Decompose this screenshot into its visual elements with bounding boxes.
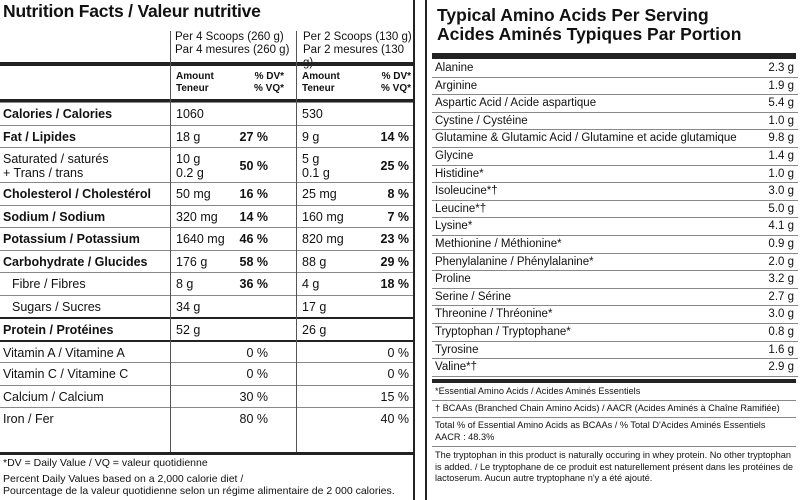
dv-en: % DV* <box>381 71 412 82</box>
nutrient-label-line: Iron / Fer <box>3 412 54 426</box>
amino-quantity: 3.0 g <box>768 308 794 321</box>
amino-quantity: 1.0 g <box>768 114 794 127</box>
col2-header-en: Per 2 Scoops (130 g) <box>303 31 412 43</box>
amount-value: 4 g <box>302 277 320 291</box>
nutrient-label-line: Fibre / Fibres <box>12 277 86 291</box>
dv-col1: 14 % <box>239 209 268 224</box>
note-total-2: AACR : 48.3% <box>435 432 495 442</box>
amount-value: 5 g <box>302 152 320 166</box>
amount-value: 530 <box>302 107 323 121</box>
amino-row <box>432 166 798 184</box>
amino-name: Aspartic Acid / Acide aspartique <box>435 97 597 110</box>
amino-acids-panel <box>425 0 800 500</box>
dv-fr: % VQ* <box>254 83 285 94</box>
dv-col2: 0 % <box>387 345 409 360</box>
nutrient-label <box>12 300 101 314</box>
amount-value: 17 g <box>302 299 327 314</box>
amount-value: 0.1 g <box>302 166 330 180</box>
dv-col2: 29 % <box>380 254 409 269</box>
amino-row <box>432 271 798 289</box>
amino-quantity: 2.0 g <box>768 255 794 268</box>
nutrition-title: Nutrition Facts / Valeur nutritive <box>3 1 261 21</box>
dv-col1: 0 % <box>246 367 268 381</box>
nutrient-row <box>0 125 413 148</box>
col-divider-1 <box>170 31 171 454</box>
nutrient-label-line: Vitamin C / Vitamine C <box>3 367 129 381</box>
nutrient-row <box>0 407 413 430</box>
col2-header-fr: Par 2 mesures (130 <box>303 44 404 56</box>
amount-value: 160 mg <box>302 209 344 224</box>
amino-name: Alanine <box>435 62 474 74</box>
note-sep-2 <box>432 417 796 418</box>
amino-quantity: 2.9 g <box>768 361 794 374</box>
amount-col1 <box>176 255 207 269</box>
amino-quantity: 2.3 g <box>768 62 794 74</box>
amount-value: 50 mg <box>176 187 211 201</box>
amino-name: Arginine <box>435 79 478 92</box>
dv-col1: 30 % <box>239 389 268 404</box>
dv-col2: 0 % <box>387 367 409 381</box>
amount-value: 18 g <box>176 129 201 144</box>
nutrient-row <box>0 362 413 385</box>
nutrient-row <box>0 205 413 228</box>
nutrient-label <box>3 346 125 360</box>
dv-col2: 7 % <box>387 209 409 224</box>
amount-col2 <box>302 323 326 337</box>
dv-col1: 46 % <box>239 232 268 246</box>
amount-value: 88 g <box>302 254 327 269</box>
amount-value: 10 g <box>176 152 201 166</box>
amino-name: Glutamine & Glutamic Acid / Glutamine et acide glutamique <box>435 132 737 145</box>
amount-en: Amount <box>176 71 214 82</box>
dv-col2: 8 % <box>387 187 409 201</box>
nutrient-label-line: Sugars / Sucres <box>12 299 101 314</box>
dv-en: % DV* <box>254 71 285 82</box>
amino-row <box>432 130 798 148</box>
amino-quantity: 0.8 g <box>768 326 794 338</box>
amount-value: 26 g <box>302 323 327 337</box>
amino-title-en: Typical Amino Acids Per Serving <box>437 5 709 25</box>
amino-name: Threonine / Thréonine* <box>435 308 553 321</box>
amino-quantity: 3.2 g <box>768 273 794 286</box>
nutrient-row <box>0 147 413 182</box>
amino-name: Tyrosine <box>435 343 479 356</box>
amino-row <box>432 60 798 78</box>
amino-quantity: 1.4 g <box>768 150 794 162</box>
amount-value: 1060 <box>176 107 204 121</box>
note-total-1: Total % of Essential Amino Acids as BCAAs / % Total D'Acides Aminés Essentiels <box>435 420 766 430</box>
nutrient-row <box>0 250 413 273</box>
nutrient-label-line: Cholesterol / Cholestérol <box>3 187 151 201</box>
col2-amount-heading <box>302 71 340 95</box>
header-rule <box>0 62 413 66</box>
amount-value: 0.2 g <box>176 166 204 180</box>
amino-row <box>432 78 798 96</box>
nutrient-label <box>3 107 112 121</box>
amount-col1 <box>176 187 211 201</box>
amino-title <box>437 6 741 44</box>
amino-quantity: 1.6 g <box>768 343 794 356</box>
amount-fr: Teneur <box>302 83 335 94</box>
note-bcaa: † BCAAs (Branched Chain Amino Acids) / AACR (Acides Aminés à Chaîne Ramifiée) <box>435 403 780 413</box>
nutrient-label <box>3 152 109 180</box>
amino-row <box>432 236 798 254</box>
amino-row <box>432 95 798 113</box>
col2-dv-heading <box>381 71 411 95</box>
nutrient-label <box>3 412 54 426</box>
footnote-pct-en: Percent Daily Values based on a 2,000 calorie diet / <box>3 473 244 485</box>
dv-col1: 58 % <box>239 254 268 269</box>
amino-quantity: 4.1 g <box>768 220 794 233</box>
nutrient-row <box>0 102 413 125</box>
amino-name: Cystine / Cystéine <box>435 114 528 127</box>
amount-col1 <box>176 300 200 314</box>
note-sep-1 <box>432 400 796 401</box>
amino-quantity: 1.0 g <box>768 167 794 180</box>
dv-col2: 14 % <box>380 129 409 144</box>
col1-amount-heading <box>176 71 214 95</box>
amount-col2 <box>302 255 326 269</box>
nutrient-label <box>3 367 128 381</box>
nutrient-label-line: + Trans / trans <box>3 166 84 180</box>
col1-header-fr: Par 4 mesures (260 g) <box>175 44 290 56</box>
amino-row <box>432 306 798 324</box>
amount-en: Amount <box>302 71 340 82</box>
amino-quantity: 2.7 g <box>768 290 794 303</box>
amount-col2 <box>302 187 337 201</box>
nutrient-label-line: Vitamin A / Vitamine A <box>3 345 125 360</box>
amino-row <box>432 218 798 236</box>
amino-name: Serine / Sérine <box>435 290 512 303</box>
nutrient-label <box>3 130 76 144</box>
nutrient-label-line: Calcium / Calcium <box>3 389 104 404</box>
nutrient-row <box>0 340 413 363</box>
nutrient-label-line: Potassium / Potassium <box>3 232 140 246</box>
amount-fr: Teneur <box>176 83 209 94</box>
nutrient-label <box>3 232 140 246</box>
dv-col2: 15 % <box>380 389 409 404</box>
nutrient-row <box>0 317 413 340</box>
nutrient-label-line: Calories / Calories <box>3 107 113 121</box>
nutrient-label <box>3 187 151 201</box>
dv-fr: % VQ* <box>381 83 412 94</box>
amino-bottom-rule <box>432 379 796 383</box>
nutrient-row <box>0 385 413 408</box>
amino-row <box>432 324 798 342</box>
nutrient-row <box>0 182 413 205</box>
amino-row <box>432 201 798 219</box>
amino-name: Tryptophan / Tryptophane* <box>435 326 571 338</box>
amount-col1 <box>176 323 200 337</box>
col1-header <box>175 31 289 57</box>
amino-row <box>432 359 798 377</box>
amino-name: Isoleucine*† <box>435 185 498 198</box>
amino-name: Glycine <box>435 150 474 162</box>
amount-value: 25 mg <box>302 187 337 201</box>
note-tryptophan: The tryptophan in this product is naturally occuring in whey protein. No other tryptophan is added. / Le tryptophane de ce produit est naturellement présent dans les protéines de lactoserum. Aucun autre tryptophane n'y a été ajouté. <box>435 450 794 483</box>
amino-name: Proline <box>435 273 471 286</box>
amount-col1 <box>176 107 204 121</box>
amount-col1 <box>176 232 225 246</box>
amino-row <box>432 113 798 131</box>
amino-row <box>432 148 798 166</box>
nutrient-label-line: Saturated / saturés <box>3 152 109 166</box>
dv-col1: 50 % <box>239 159 268 173</box>
nutrient-label-line: Fat / Lipides <box>3 129 76 144</box>
amount-col2 <box>302 300 326 314</box>
amino-quantity: 1.9 g <box>768 79 794 92</box>
amount-col2 <box>302 210 344 224</box>
amino-row <box>432 254 798 272</box>
amino-row <box>432 183 798 201</box>
amino-quantity: 9.8 g <box>768 132 794 145</box>
amino-quantity: 5.4 g <box>768 97 794 110</box>
amount-value: 34 g <box>176 299 201 314</box>
dv-col2: 25 % <box>380 159 409 173</box>
nutrient-label <box>3 390 104 404</box>
amino-name: Lysine* <box>435 220 473 233</box>
nutrient-label-line: Sodium / Sodium <box>3 209 106 224</box>
amino-name: Histidine* <box>435 167 484 180</box>
dv-col2: 23 % <box>380 232 409 246</box>
footer-rule <box>0 452 413 455</box>
nutrient-row <box>0 227 413 250</box>
amino-name: Leucine*† <box>435 202 487 215</box>
amount-col1 <box>176 152 204 180</box>
nutrient-label-line: Carbohydrate / Glucides <box>3 254 148 269</box>
dv-col1: 16 % <box>239 187 268 201</box>
amino-quantity: 5.0 g <box>768 202 794 215</box>
amount-col1 <box>176 130 200 144</box>
dv-col1: 27 % <box>239 129 268 144</box>
amount-value: 8 g <box>176 277 194 291</box>
amount-col2 <box>302 130 319 144</box>
amount-value: 9 g <box>302 129 320 144</box>
amino-top-rule <box>432 53 796 59</box>
note-essential: *Essential Amino Acids / Acides Aminés Essentiels <box>435 386 641 396</box>
note-sep-3 <box>432 446 796 447</box>
amount-col1 <box>176 210 218 224</box>
dv-col2: 40 % <box>380 412 409 426</box>
amount-value: 820 mg <box>302 232 344 246</box>
footnote-dv: *DV = Daily Value / VQ = valeur quotidienne <box>3 457 208 469</box>
amino-name: Valine*† <box>435 361 477 374</box>
dv-col1: 36 % <box>239 277 268 291</box>
nutrient-row <box>0 295 413 318</box>
amino-name: Phenylalanine / Phénylalanine* <box>435 255 594 268</box>
amount-value: 176 g <box>176 254 208 269</box>
col1-dv-heading <box>254 71 284 95</box>
amino-quantity: 3.0 g <box>768 185 794 198</box>
nutrient-row <box>0 272 413 295</box>
amino-quantity: 0.9 g <box>768 238 794 250</box>
dv-col2: 18 % <box>380 277 409 291</box>
footnote-pct-fr: Pourcentage de la valeur quotidienne selon un régime alimentaire de 2 000 calories. <box>3 485 395 497</box>
col1-header-en: Per 4 Scoops (260 g) <box>175 31 284 43</box>
nutrient-label <box>3 323 113 337</box>
nutrient-label <box>3 255 147 269</box>
amount-col2 <box>302 277 319 291</box>
amount-value: 320 mg <box>176 209 218 224</box>
amino-title-fr: Acides Aminés Typiques Par Portion <box>437 24 742 44</box>
nutrient-label <box>3 210 105 224</box>
amount-col2 <box>302 152 330 180</box>
amount-col2 <box>302 232 344 246</box>
nutrient-label-line: Protein / Protéines <box>3 323 114 337</box>
amino-name: Methionine / Méthionine* <box>435 238 562 250</box>
amount-value: 52 g <box>176 323 201 337</box>
amount-col1 <box>176 277 193 291</box>
amount-value: 1640 mg <box>176 232 225 246</box>
nutrient-label <box>12 277 86 291</box>
col-divider-2 <box>296 31 297 454</box>
amino-row <box>432 342 798 360</box>
amino-row <box>432 289 798 307</box>
dv-col1: 0 % <box>246 345 268 360</box>
amount-col2 <box>302 107 323 121</box>
dv-col1: 80 % <box>239 412 268 426</box>
